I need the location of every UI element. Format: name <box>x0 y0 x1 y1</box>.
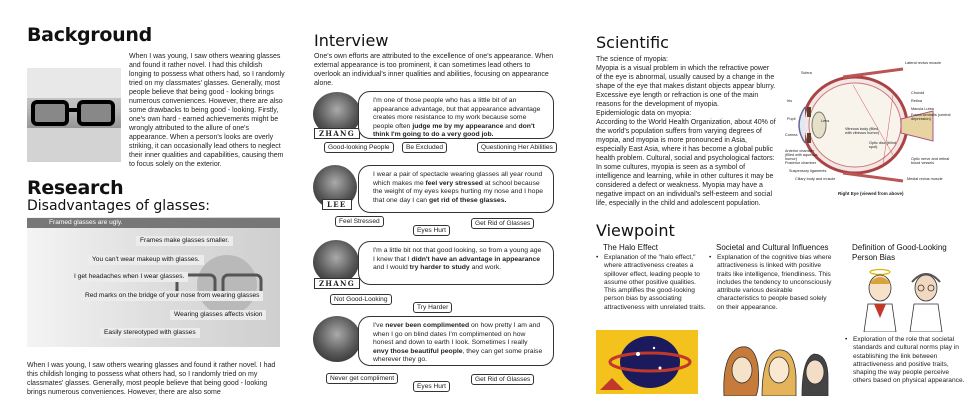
interview-tag: Get Rid of Glasses <box>471 374 534 385</box>
eye-label: Suspensory ligaments <box>789 169 827 173</box>
viewpoint-column-title: The Halo Effect <box>603 243 658 252</box>
glasses-photo <box>27 68 121 162</box>
interview-tag: Good-looking People <box>324 142 394 153</box>
halo-illustration <box>596 330 698 394</box>
interviewee-name: ZHANG <box>314 128 360 139</box>
disadvantage-item: Wearing glasses affects vision <box>170 310 266 320</box>
background-text: When I was young, I saw others wearing glasses and found it rather novel. I had this childish longing to possess what others had, so I randomly tried on my classmates' glasses. Generally, most people believe that being good - looking brings numerous conveniences. However, there are also some drawbacks to being good - looking. Firstly, one's own hard - earned achievements might be wrongly attributed to the allure of one's appearance. When a person's looks are overly striking, it can occasionally lead others to neglect their inner qualities and capabilities, causing them to focus solely on the exterior. <box>129 53 285 168</box>
interviewee-avatar <box>313 316 361 362</box>
scientific-text: The science of myopia: Myopia is a visual problem in which the refractive power of the eye is abnormal, usually caused by a change in the shape of the eye that makes distant objects appear blurry. Excessive eye length or refraction is one of the main reasons for the development of myopia. Epidemiologic data on myopia: According to the World Health Organization, about 40% of the world's population suffers from varying degrees of myopia, and myopia is more pronounced in Asia, especially East Asia, where it has become a global public health problem. Cultural, social and psychological factors: In some cultures, myopia is seen as a symbol of intelligence and learning, while in other cultures it may be considered a defect or weakness. Myopia may have a negative impact on an individual's self-esteem and social life, especially in the child and adolescent population. <box>596 56 776 207</box>
interview-intro: One's own efforts are attributed to the excellence of one's appearance. When external appearance is too prominent, it can sometimes lead others to overlook an individual's inner qualities and abilities, focusing on appearance alone. <box>314 53 554 87</box>
research-subtitle: Disadvantages of glasses: <box>27 198 210 214</box>
research-title: Research <box>27 177 124 199</box>
eye-label: Iris <box>787 99 793 103</box>
background-title: Background <box>27 24 152 46</box>
viewpoint-column-title: Definition of Good-Looking Person Bias <box>852 243 947 262</box>
interview-quote: I'm a little bit not that good looking, so from a young age I knew that I didn't have an advantage in appearance and I would try harder to study and work. <box>358 241 554 285</box>
eye-label: Optic nerve and retinal blood vessels <box>911 157 950 165</box>
eye-label: Fovea centralis (central depression) <box>911 113 951 121</box>
eye-label: Ciliary body and muscle <box>795 177 836 181</box>
viewpoint-bullet: • Explanation of the "halo effect," where attractiveness creates a spillover effect, leading people to assume other positive qualities. This amplifies the good-looking person bias by associating attractiveness with unrelated traits. <box>596 254 708 312</box>
eye-label: Pupil <box>787 117 796 121</box>
disadvantage-item: You can't wear makeup with glasses. <box>88 255 204 265</box>
interview-tag: Be Excluded <box>402 142 447 153</box>
bias-illustration <box>860 268 950 332</box>
interview-tag: Get Rid of Glasses <box>471 218 534 229</box>
scientific-title: Scientific <box>596 33 669 52</box>
disadvantage-item: I get headaches when I wear glasses. <box>70 272 188 282</box>
viewpoint-bullet: • Exploration of the role that societal standards and cultural norms play in establishing the link between attractiveness and positive traits, shaping the way people perceive others based on physical appearance. <box>845 336 967 386</box>
interview-quote: I wear a pair of spectacle wearing glasses all year round which makes me feel very stressed at school because the weight of my eyes keeps hurting my nose and I hope that one day I can get rid of these glasses. <box>358 165 554 213</box>
disadvantage-item: Easily stereotyped with glasses <box>100 328 200 338</box>
interview-tag: Try Harder <box>413 302 452 313</box>
eye-label: Choroid <box>911 91 925 95</box>
viewpoint-title: Viewpoint <box>596 221 675 240</box>
people-illustration <box>718 336 830 396</box>
disadvantage-item: Frames make glasses smaller. <box>136 236 233 246</box>
disadvantage-item: Framed glasses are ugly. <box>27 218 280 228</box>
eye-label: Lateral rectus muscle <box>905 61 942 65</box>
eye-label: Sclera <box>801 71 812 75</box>
interviewee-name: LEE <box>322 199 352 210</box>
eye-label: Posterior chamber <box>785 161 817 165</box>
viewpoint-bullet: • Explanation of the cognitive bias where attractiveness is linked with positive traits like intelligence, friendliness. This includes the tendency to unconsciously attribute various desirable characteristics to people based solely on their appearance. <box>709 254 833 312</box>
interview-tag: Eyes Hurt <box>413 381 450 392</box>
eye-label: Macula Lutea <box>911 107 934 111</box>
interview-quote: I'm one of those people who has a little bit of an appearance advantage, but that appearance advantage creates more resistance to my work because some people often judge me by my appearance and don't think I'm going to do a very good job. <box>358 91 554 139</box>
eye-label: Retina <box>911 99 922 103</box>
eye-label: Lens <box>821 119 830 123</box>
interview-title: Interview <box>314 31 389 50</box>
interview-tag: Not Good-Looking <box>330 294 392 305</box>
eye-diagram <box>783 55 953 200</box>
interview-quote: I've never been complimented on how pretty I am and when I go on blind dates I'm complimented on how honest and down to earth I look. Sometimes I really envy those beautiful people, they can get some praise wherever they go. <box>358 316 554 366</box>
disadvantage-item: Red marks on the bridge of your nose from wearing glasses <box>81 291 263 301</box>
interview-tag: Feel Stressed <box>335 216 384 227</box>
eye-label: Vitreous body (filled with vitreous humor) <box>845 127 880 135</box>
eye-diagram-caption: Right Eye (viewed from above) <box>838 191 904 196</box>
interview-tag: Eyes Hurt <box>413 225 450 236</box>
eye-label: Anterior chamber (filled with aqueous humor) <box>785 149 818 161</box>
interview-tag: Never get compliment <box>326 373 398 384</box>
eye-label: Medial rectus muscle <box>907 177 943 181</box>
eye-label: Optic disc (blind spot) <box>869 141 897 149</box>
interviewee-name: ZHANG <box>314 278 360 289</box>
viewpoint-column-title: Societal and Cultural Influences <box>716 243 829 252</box>
eye-label: Cornea <box>785 133 798 137</box>
interview-tag: Questioning Her Abilities <box>477 142 557 153</box>
research-bottom-text: When I was young, I saw others wearing glasses and found it rather novel. I had this childish longing to possess what others had, so I randomly tried on my classmates' glasses. Generally, most people believe that being good - looking brings numerous conveniences. However, there are also some <box>27 362 276 396</box>
